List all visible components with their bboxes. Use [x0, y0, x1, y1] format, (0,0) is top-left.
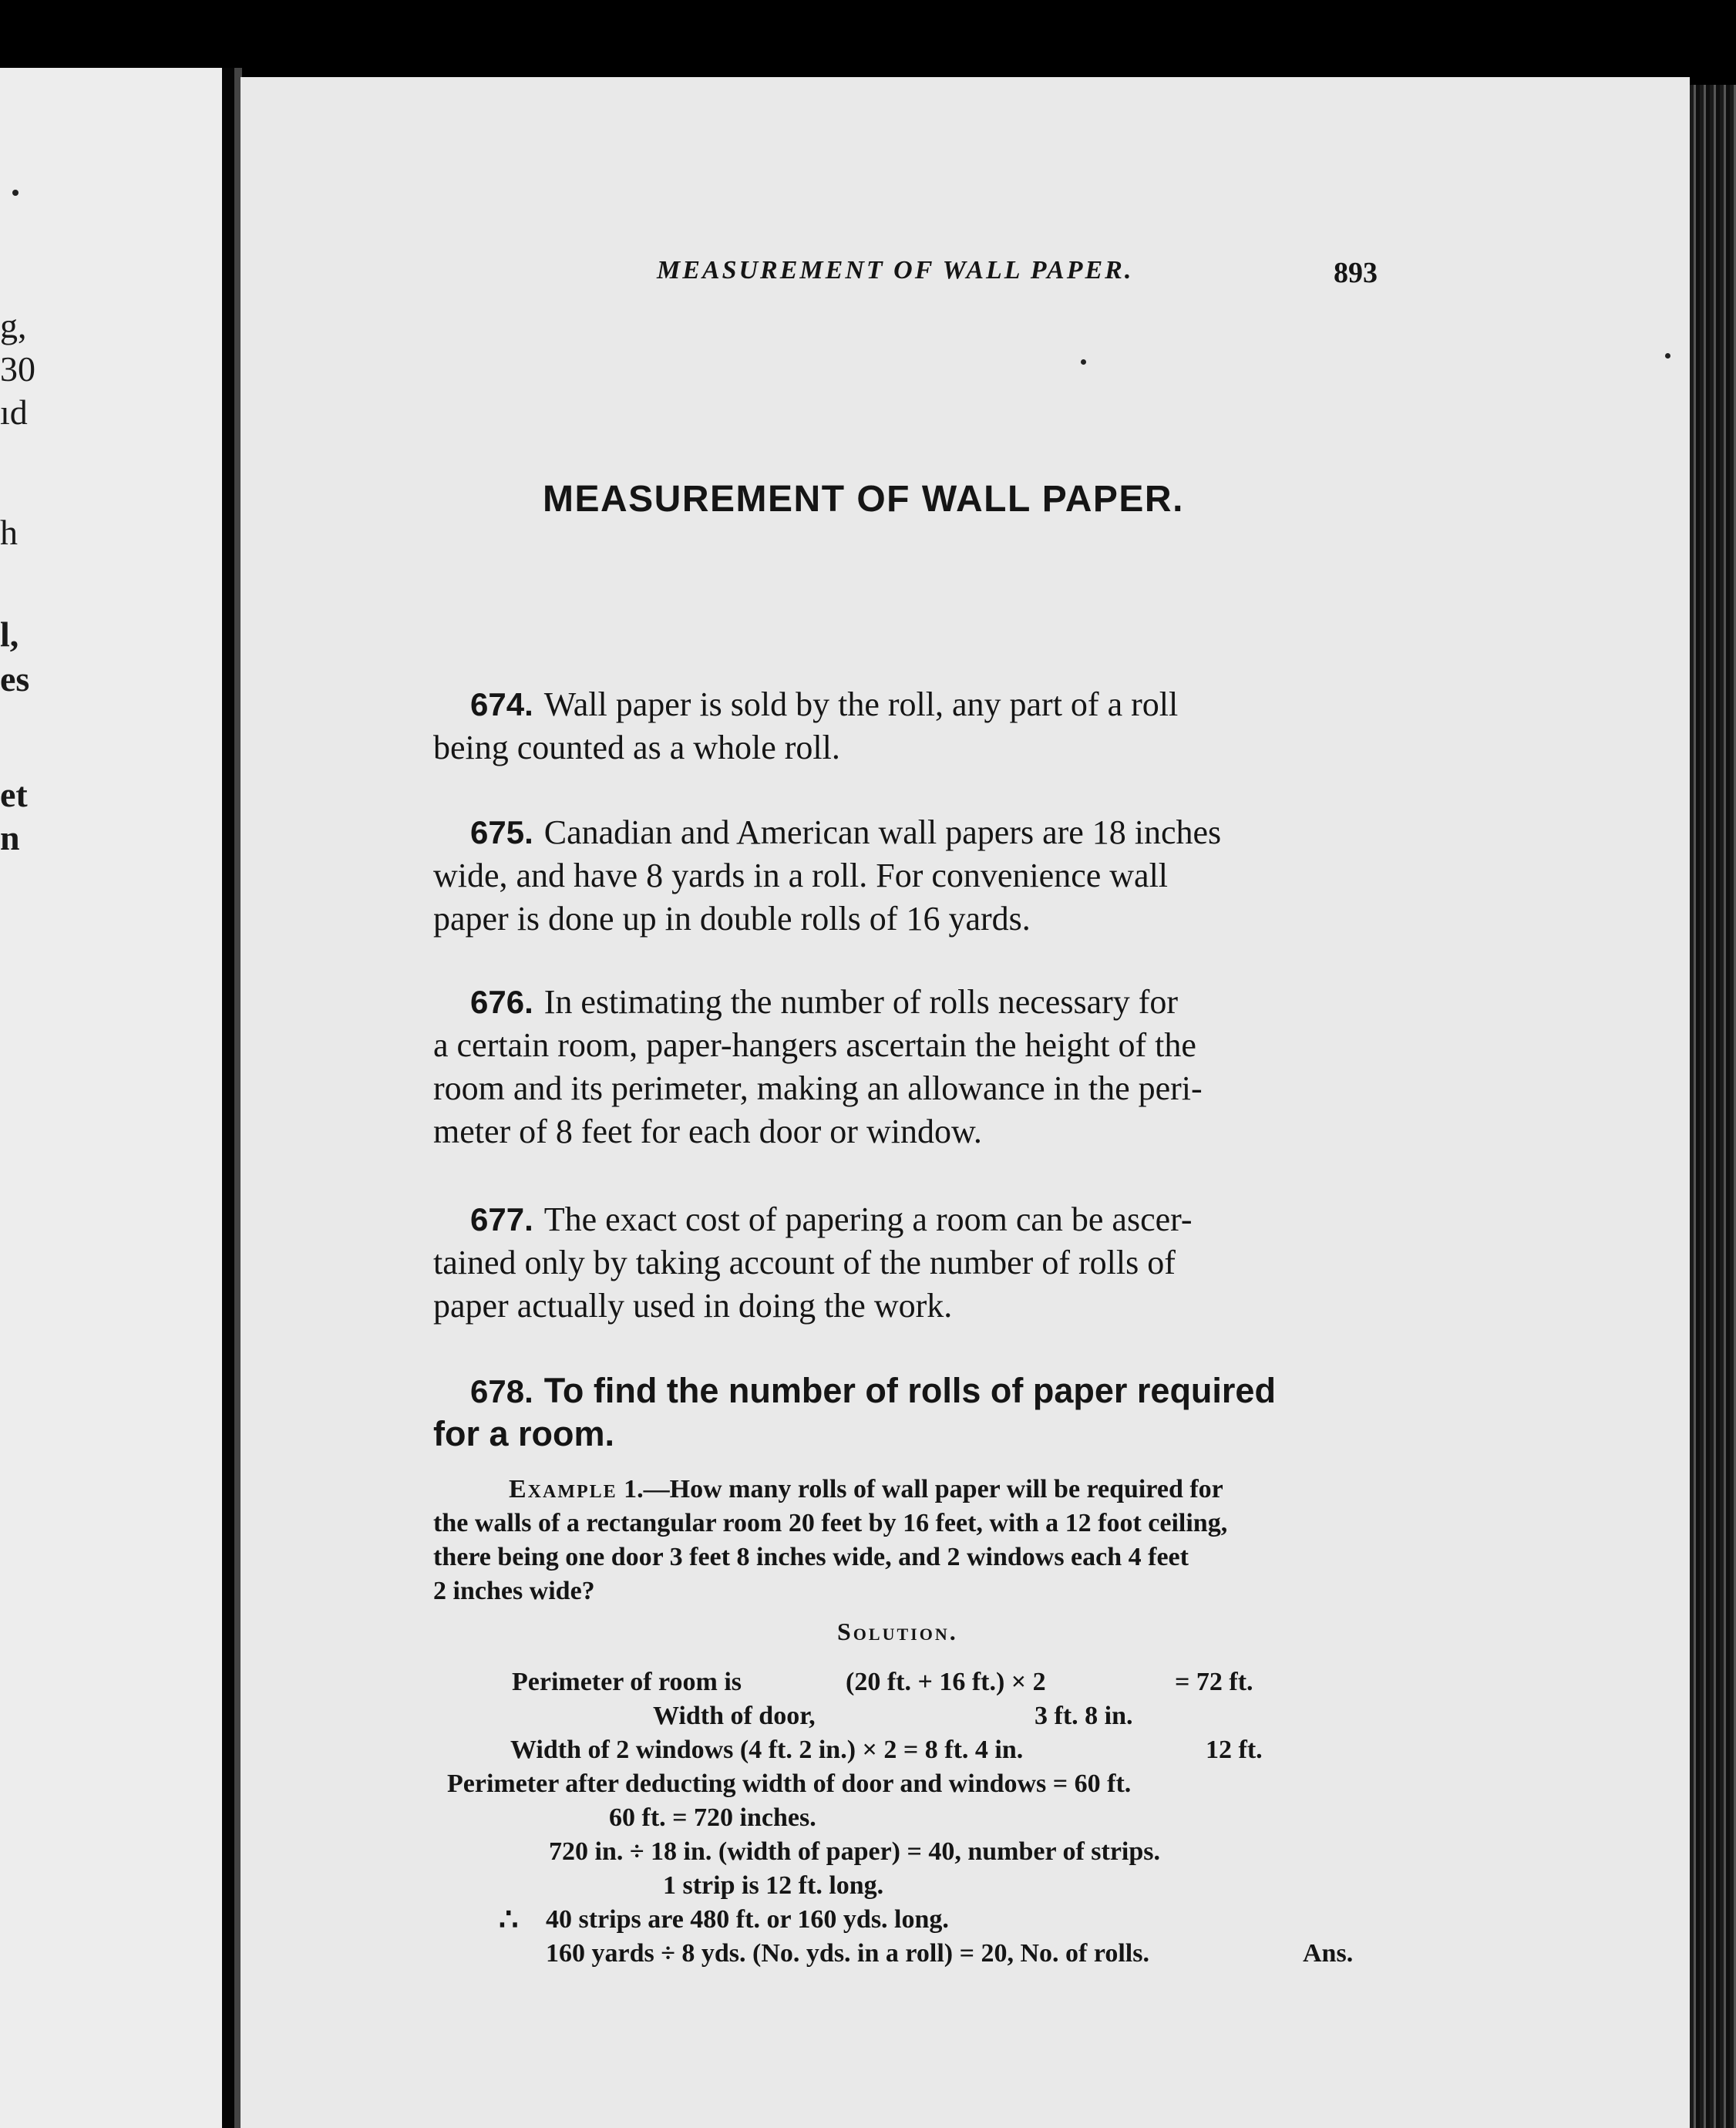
paragraph-line: a certain room, paper-hangers ascertain the height of the	[433, 1026, 1196, 1064]
paragraph-line: paper is done up in double rolls of 16 yards.	[433, 900, 1031, 938]
paragraph-line: tained only by taking account of the number of rolls of	[433, 1244, 1176, 1281]
paragraph-number: 677.	[470, 1201, 533, 1237]
paragraph-675	[433, 811, 1389, 941]
solution-row: Perimeter of room is	[512, 1668, 742, 1696]
left-page-fragment: 30	[0, 349, 35, 389]
paragraph-line: wide, and have 8 yards in a roll. For convenience wall	[433, 857, 1169, 894]
running-head: MEASUREMENT OF WALL PAPER.	[657, 256, 1134, 285]
solution-row: 1 strip is 12 ft. long.	[663, 1871, 884, 1900]
example-1	[433, 1473, 1389, 1608]
paragraph-line: meter of 8 feet for each door or window.	[433, 1113, 982, 1150]
paragraph-line: being counted as a whole roll.	[433, 729, 840, 766]
paragraph-number: 678.	[470, 1373, 533, 1409]
paragraph-line: for a room.	[433, 1414, 615, 1453]
paragraph-line: paper actually used in doing the work.	[433, 1287, 953, 1325]
speck-mark	[12, 190, 19, 196]
left-page-fragment: et	[0, 775, 28, 814]
paragraph-number: 675.	[470, 814, 533, 850]
speck-mark	[1081, 359, 1086, 365]
left-page-fragment: ıd	[0, 392, 28, 432]
example-line: the walls of a rectangular room 20 feet by 16 feet, with a 12 foot ceiling,	[433, 1509, 1228, 1537]
solution-row: Perimeter after deducting width of door and windows = 60 ft.	[447, 1769, 1132, 1798]
paragraph-674	[433, 683, 1389, 769]
paragraph-number: 676.	[470, 984, 533, 1020]
paragraph-line: To find the number of rolls of paper required	[543, 1371, 1276, 1410]
example-line: 1.—How many rolls of wall paper will be required for	[624, 1475, 1223, 1503]
left-page-fragment: h	[0, 513, 18, 552]
page-stack-edge	[1690, 85, 1736, 2128]
solution-row-expression: 3 ft. 8 in.	[1035, 1702, 1133, 1730]
solution-row: 160 yards ÷ 8 yds. (No. yds. in a roll) = 20, No. of rolls.	[546, 1939, 1149, 1968]
solution-row: Width of door,	[653, 1702, 816, 1730]
solution-row-expression: (20 ft. + 16 ft.) × 2	[846, 1668, 1046, 1696]
paragraph-line: room and its perimeter, making an allowance in the peri-	[433, 1069, 1203, 1107]
book-page	[241, 77, 1690, 2128]
left-page-fragment: l,	[0, 614, 19, 654]
example-line: there being one door 3 feet 8 inches wide, and 2 windows each 4 feet	[433, 1543, 1189, 1571]
solution-row: 720 in. ÷ 18 in. (width of paper) = 40, number of strips.	[549, 1837, 1161, 1866]
paragraph-line: In estimating the number of rolls necessary for	[543, 983, 1179, 1021]
paragraph-676	[433, 981, 1389, 1153]
therefore-symbol: ∴	[499, 1902, 519, 1937]
section-title: MEASUREMENT OF WALL PAPER.	[543, 479, 1184, 520]
example-label: Example	[509, 1475, 617, 1503]
paragraph-678	[433, 1369, 1389, 1456]
answer-mark: Ans.	[1303, 1939, 1354, 1968]
solution-row: Width of 2 windows (4 ft. 2 in.) × 2 = 8 ft. 4 in.	[510, 1736, 1024, 1764]
solution-row: 60 ft. = 720 inches.	[609, 1803, 816, 1832]
paragraph-677	[433, 1198, 1389, 1328]
solution-row-result: = 72 ft.	[1175, 1668, 1253, 1696]
solution-heading: Solution.	[837, 1618, 958, 1645]
left-page-edge	[0, 68, 222, 2128]
example-line: 2 inches wide?	[433, 1577, 595, 1605]
left-page-fragment: g,	[0, 306, 27, 345]
paragraph-line: Wall paper is sold by the roll, any part of a roll	[543, 685, 1179, 723]
solution-row: 40 strips are 480 ft. or 160 yds. long.	[546, 1905, 949, 1934]
paragraph-line: The exact cost of papering a room can be ascer-	[543, 1200, 1193, 1238]
paragraph-number: 674.	[470, 686, 533, 722]
paragraph-line: Canadian and American wall papers are 18 inches	[543, 813, 1222, 851]
speck-mark	[1665, 353, 1670, 359]
left-page-fragment: es	[0, 659, 30, 699]
left-page-fragment: n	[0, 818, 20, 857]
page-number: 893	[1334, 257, 1378, 289]
solution-row-result: 12 ft.	[1206, 1736, 1263, 1764]
